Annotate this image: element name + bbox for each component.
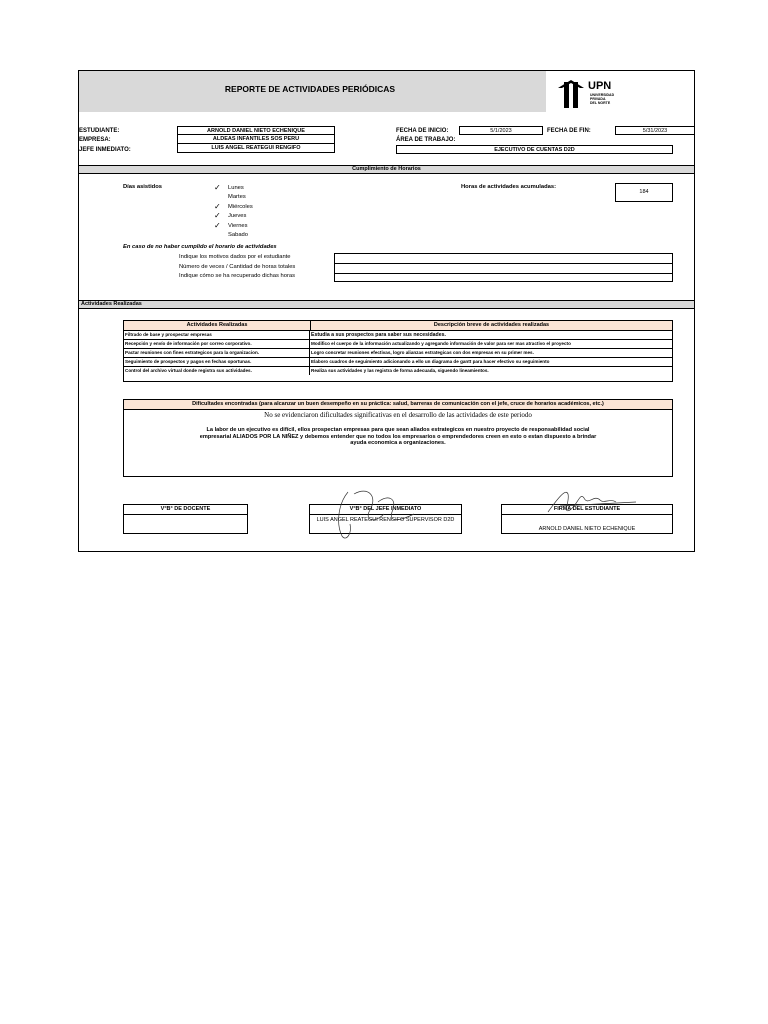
- student-signature-label: FIRMA DEL ESTUDIANTE: [502, 505, 672, 515]
- check-icon[interactable]: ✓: [214, 182, 221, 192]
- teacher-signature-box[interactable]: [123, 504, 248, 534]
- activity-cell: Seguimiento de prospectos y pagos en fechas oportunas.: [124, 357, 310, 366]
- logo-sub: UNIVERSIDAD PRIVADA DEL NORTE: [590, 93, 615, 105]
- days-list: [214, 183, 253, 240]
- description-col-header: Descripción breve de actividades realizadas: [311, 321, 672, 330]
- activities-col-header: Actividades Realizadas: [124, 321, 311, 330]
- day-friday: Viernes: [228, 222, 248, 229]
- table-row: [124, 330, 672, 339]
- table-row: [124, 348, 672, 357]
- difficulties-line: No se evidenciaron dificultades significativas en el desarrollo de las actividades de este periodo: [264, 411, 532, 419]
- report-sheet: [78, 70, 695, 552]
- day-wednesday: Miércoles: [228, 203, 253, 210]
- student-signature-drawing: [540, 484, 650, 518]
- student-label: ESTUDIANTE:: [79, 128, 120, 134]
- boss-signature-name: LUIS ANGEL REATEGUI RENGIFO SUPERVISOR D2D: [316, 517, 455, 523]
- company-label: EMPRESA:: [79, 137, 111, 143]
- boss-label: JEFE INMEDIATO:: [79, 147, 131, 153]
- noncompliance-label: En caso de no haber cumplido el horario de actividades: [123, 244, 277, 250]
- hours-label: Horas de actividades acumuladas:: [461, 184, 557, 190]
- description-cell: Realiza sus actividades y las registra de forma adecuada, siguendo lineamientos.: [310, 366, 672, 375]
- logo-brand: UPN: [588, 80, 612, 92]
- check-icon[interactable]: ✓: [214, 211, 221, 221]
- activity-cell: Recepción y envío de información por correo corporativo.: [124, 339, 310, 348]
- start-date-label: FECHA DE INICIO:: [396, 128, 449, 134]
- boss-signature-label: V°B° DEL JEFE INMEDIATO: [310, 505, 461, 515]
- boss-field[interactable]: LUIS ANGEL REATEGUI RENGIFO: [177, 144, 335, 153]
- difficulties-header: Dificultades encontradas (para alcanzar un buen desempeño en su práctica: salud, barreras de comunicación con el jefe, cruce de horarios académicos, etc.): [124, 400, 672, 410]
- student-signature-name: ARNOLD DANIEL NIETO ECHENIQUE: [538, 526, 636, 532]
- question-reasons: Indique los motivos dados por el estudiante: [179, 254, 291, 260]
- activities-table: [123, 320, 673, 382]
- difficulties-paragraph: La labor de un ejecutivo es difícil, ellos prospectan empresas para que sean aliados estrategicos en nuestro proyecto de responsabilidad social empresarial ALIADOS POR LA NIÑEZ y debemos entender que no todos los empresarios o emprendedores creen en esto o estan dispuesto a brindar ayuda economica a organizaciones.: [199, 427, 597, 446]
- activity-cell: Pactar reuniones con fines estrategicos para la organizacion.: [124, 348, 310, 357]
- student-field[interactable]: ARNOLD DANIEL NIETO ECHENIQUE: [177, 126, 335, 135]
- description-cell: Logro concretar reuniones efectivas, logro alianzas estrategicas con dos empresas en su primer mes.: [310, 348, 672, 357]
- end-date-field[interactable]: 5/31/2023: [615, 126, 695, 135]
- table-row: [124, 366, 672, 375]
- description-cell: Modifico el cuerpo de la información actualizando y agregando información de valor para ser mas atractivo el proyecto: [310, 339, 672, 348]
- days-label: Días asistidos: [123, 184, 162, 190]
- day-thursday: Jueves: [228, 213, 247, 220]
- activities-band: Actividades Realizadas: [79, 300, 694, 309]
- end-date-label: FECHA DE FIN:: [547, 128, 591, 134]
- day-saturday: Sabado: [228, 232, 248, 239]
- area-field[interactable]: EJECUTIVO DE CUENTAS D2D: [396, 145, 673, 154]
- question-recovery: Indique cómo se ha recuperado dichas horas: [179, 273, 296, 279]
- description-cell: Estudia a sus prospectos para saber sus necesidades.: [310, 330, 672, 339]
- table-row: [124, 357, 672, 366]
- hours-field[interactable]: 184: [615, 183, 673, 202]
- description-cell: Elaboro cuadros de seguimiento adicionando a ello un diagrama de gantt para hacer efectivo su seguimiento: [310, 357, 672, 366]
- day-monday: Lunes: [228, 184, 244, 191]
- activity-cell: Control del archivo virtual donde registra sus actividades.: [124, 366, 310, 375]
- noncompliance-inputs[interactable]: [334, 253, 673, 282]
- boss-signature-drawing: [318, 484, 438, 542]
- day-tuesday: Martes: [228, 194, 246, 201]
- activity-cell: Filtrado de base y prospectar empresas: [124, 330, 310, 339]
- question-count: Número de veces / Cantidad de horas totales: [179, 264, 296, 270]
- start-date-field[interactable]: 5/1/2023: [459, 126, 543, 135]
- check-icon[interactable]: ✓: [214, 201, 221, 211]
- schedule-band: Cumplimiento de Horarios: [79, 165, 694, 174]
- table-row: [124, 339, 672, 348]
- difficulties-box: [123, 399, 673, 477]
- report-title: REPORTE DE ACTIVIDADES PERIÓDICAS: [224, 84, 396, 94]
- teacher-signature-label: V°B° DE DOCENTE: [124, 505, 247, 515]
- check-icon[interactable]: ✓: [214, 220, 221, 230]
- company-field[interactable]: ALDEAS INFANTILES SOS PERU: [177, 135, 335, 144]
- area-label: ÁREA DE TRABAJO:: [396, 137, 456, 143]
